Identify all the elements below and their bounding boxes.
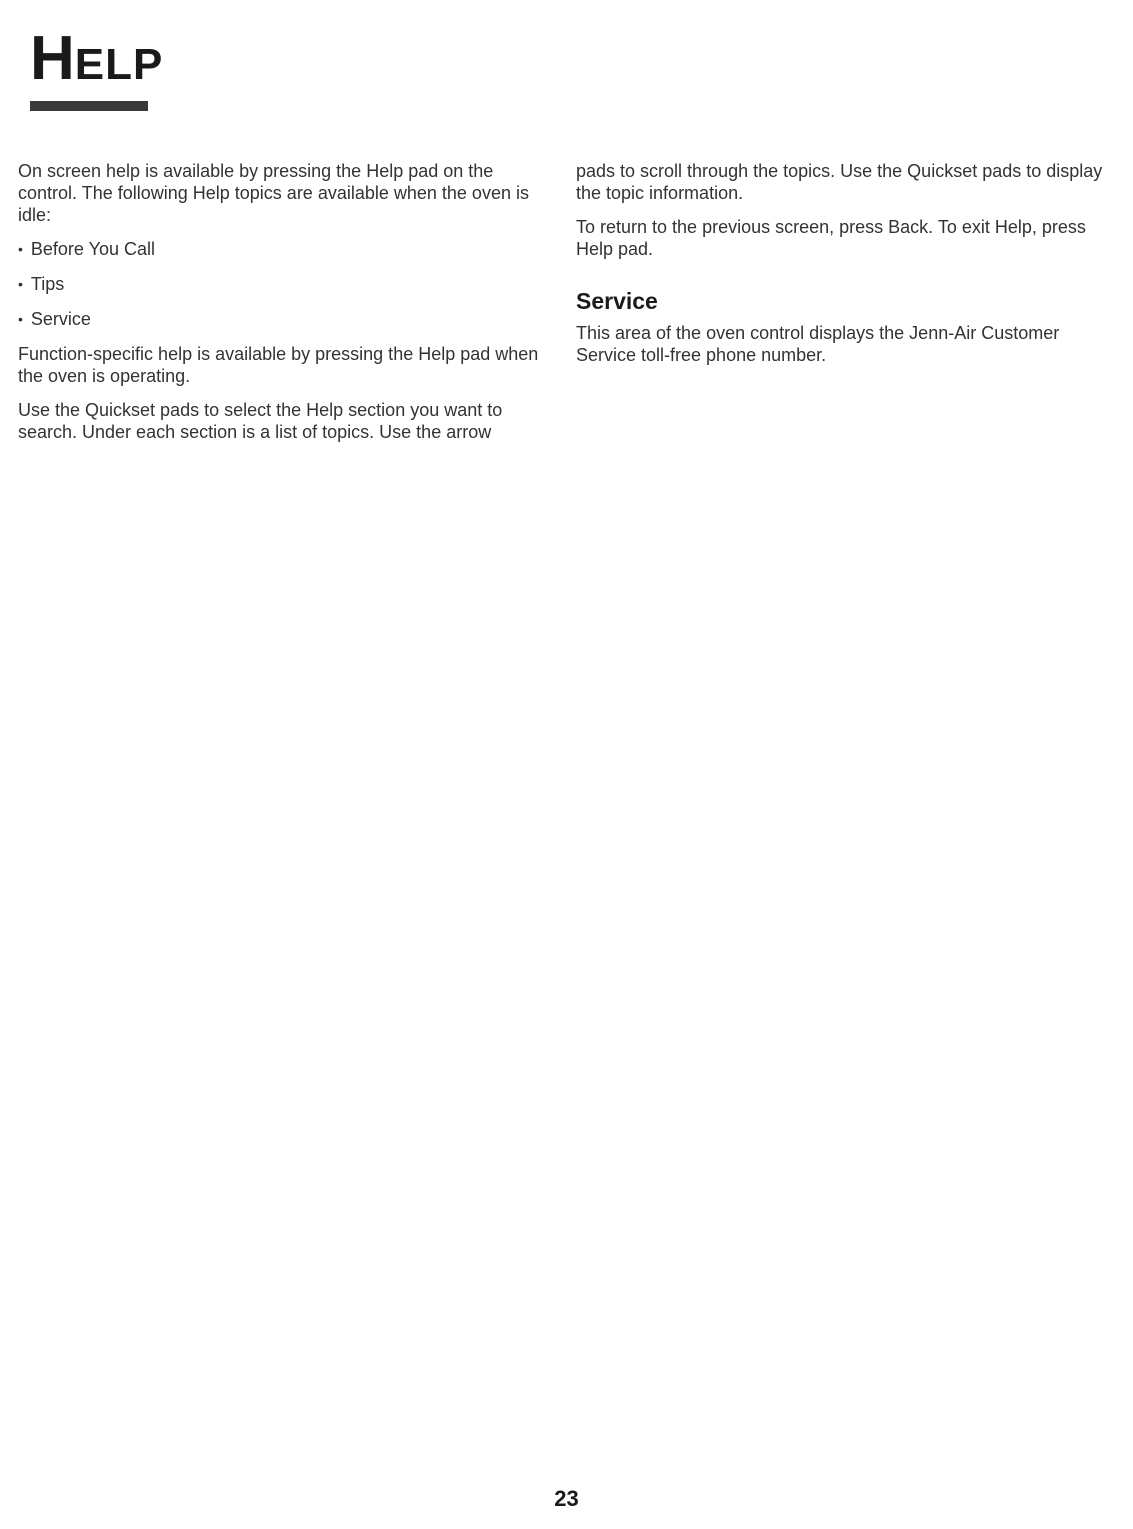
topic-before-you-call: Before You Call <box>30 239 155 259</box>
quickset-paragraph: Use the Quickset pads to select the Help section you want to search. Under each section is a list of topics. Use the arrow <box>18 400 503 442</box>
service-heading: Service <box>576 288 658 314</box>
topic-service: Service <box>30 309 91 329</box>
right-column <box>576 160 1106 378</box>
page-title <box>30 24 164 93</box>
page-number: 23 <box>554 1486 579 1511</box>
service-paragraph: This area of the oven control displays the Jenn-Air Customer Service toll-free phone number. <box>576 323 1060 365</box>
list-item <box>18 308 548 331</box>
page-title-initial: H <box>30 24 75 93</box>
page-title-rest: ELP <box>74 40 164 89</box>
help-topics-list <box>18 238 548 331</box>
left-column <box>18 160 548 455</box>
topic-tips: Tips <box>30 274 65 294</box>
title-underline <box>30 101 148 111</box>
intro-paragraph: On screen help is available by pressing the Help pad on the control. The following Help topics are available when the oven is idle: <box>18 161 529 225</box>
function-specific-paragraph: Function-specific help is available by pressing the Help pad when the oven is operating. <box>18 344 539 386</box>
list-item <box>18 238 548 261</box>
list-item <box>18 273 548 296</box>
quickset-paragraph-continued: pads to scroll through the topics. Use the Quickset pads to display the topic information. <box>576 161 1103 203</box>
return-paragraph: To return to the previous screen, press Back. To exit Help, press Help pad. <box>576 217 1086 259</box>
